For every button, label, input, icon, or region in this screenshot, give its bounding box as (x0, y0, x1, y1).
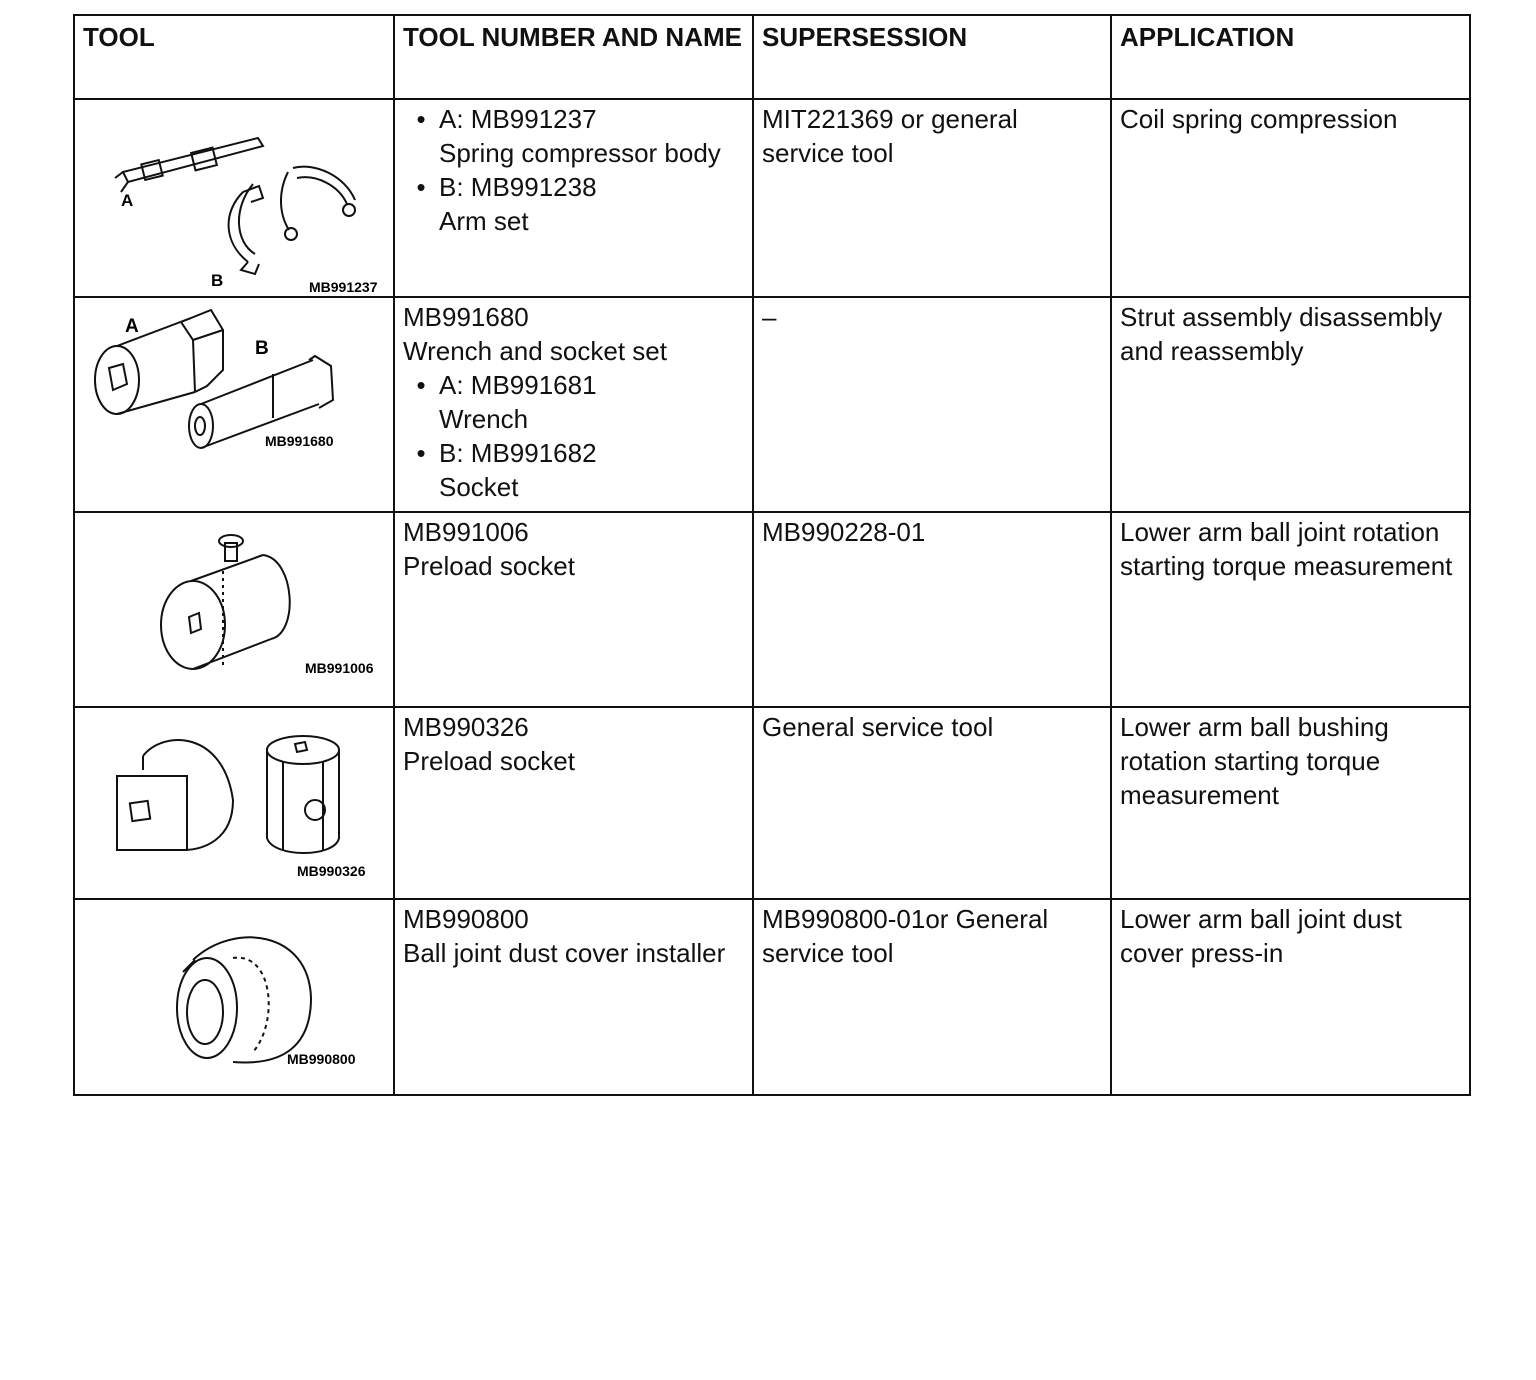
application-cell: Lower arm ball joint dust cover press-in (1111, 899, 1470, 1095)
tool-name: Spring compressor body (439, 138, 721, 168)
table-row (74, 899, 1470, 1095)
bullet-icon: • (416, 438, 426, 468)
tool-illustration-cell (74, 512, 394, 707)
tool-number: MB990326 (403, 712, 529, 742)
tool-name: Wrench (439, 404, 529, 434)
tool-number-and-name-cell (394, 512, 753, 707)
figure-label-a: A (125, 316, 139, 337)
figure-caption: MB990800 (287, 1051, 356, 1067)
tool-number-and-name-cell (394, 707, 753, 899)
tool-name: Ball joint dust cover installer (403, 938, 726, 968)
tool-illustration-cell (74, 297, 394, 512)
tool-name: Preload socket (403, 746, 575, 776)
tool-illustration-cell (74, 99, 394, 297)
tool-number: A: MB991681 (439, 370, 597, 400)
application-cell: Coil spring compression (1111, 99, 1470, 297)
list-item (403, 436, 744, 504)
table-row (74, 297, 1470, 512)
tool-number: A: MB991237 (439, 104, 597, 134)
wrench-socket-set-illustration (83, 300, 401, 511)
tool-number: MB990800 (403, 904, 529, 934)
tool-name: Arm set (439, 206, 529, 236)
figure-label-b: B (255, 338, 269, 359)
tool-number: MB991006 (403, 517, 529, 547)
tool-name: Socket (439, 472, 519, 502)
header-application: APPLICATION (1111, 15, 1470, 99)
supersession-cell: MB990228-01 (753, 512, 1111, 707)
tool-name: Wrench and socket set (403, 336, 667, 366)
supersession-cell: General service tool (753, 707, 1111, 899)
application-cell: Lower arm ball joint rotation starting torque measurement (1111, 512, 1470, 707)
table-row (74, 99, 1470, 297)
figure-caption: MB991237 (309, 279, 378, 295)
header-row (74, 15, 1470, 99)
bullet-icon: • (416, 172, 426, 202)
figure-label-a: A (121, 191, 134, 210)
tool-illustration-cell (74, 707, 394, 899)
supersession-cell: – (753, 297, 1111, 512)
tool-name: Preload socket (403, 551, 575, 581)
application-cell: Strut assembly disassembly and reassembly (1111, 297, 1470, 512)
supersession-cell: MIT221369 or general service tool (753, 99, 1111, 297)
bullet-icon: • (416, 104, 426, 134)
tool-number-and-name-cell (394, 99, 753, 297)
tool-number: MB991680 (403, 302, 529, 332)
list-item (403, 102, 744, 170)
application-cell: Lower arm ball bushing rotation starting torque measurement (1111, 707, 1470, 899)
spring-compressor-illustration (83, 102, 401, 296)
special-tools-table (73, 14, 1471, 1096)
figure-caption: MB991006 (305, 660, 374, 676)
tool-number-and-name-cell (394, 297, 753, 512)
tool-illustration-cell (74, 899, 394, 1095)
table-row (74, 512, 1470, 707)
header-supersession: SUPERSESSION (753, 15, 1111, 99)
preload-socket-illustration (83, 515, 401, 706)
list-item (403, 368, 744, 436)
tool-number: B: MB991238 (439, 172, 597, 202)
preload-socket-pair-illustration (83, 710, 401, 898)
tool-number: B: MB991682 (439, 438, 597, 468)
figure-caption: MB991680 (265, 433, 334, 449)
table-row (74, 707, 1470, 899)
supersession-cell: MB990800-01or General service tool (753, 899, 1111, 1095)
list-item (403, 170, 744, 238)
bullet-icon: • (416, 370, 426, 400)
dust-cover-installer-illustration (83, 902, 401, 1094)
header-tool: TOOL (74, 15, 394, 99)
figure-label-b: B (211, 271, 224, 290)
header-tool-number-and-name: TOOL NUMBER AND NAME (394, 15, 753, 99)
figure-caption: MB990326 (297, 863, 366, 879)
tool-number-and-name-cell (394, 899, 753, 1095)
